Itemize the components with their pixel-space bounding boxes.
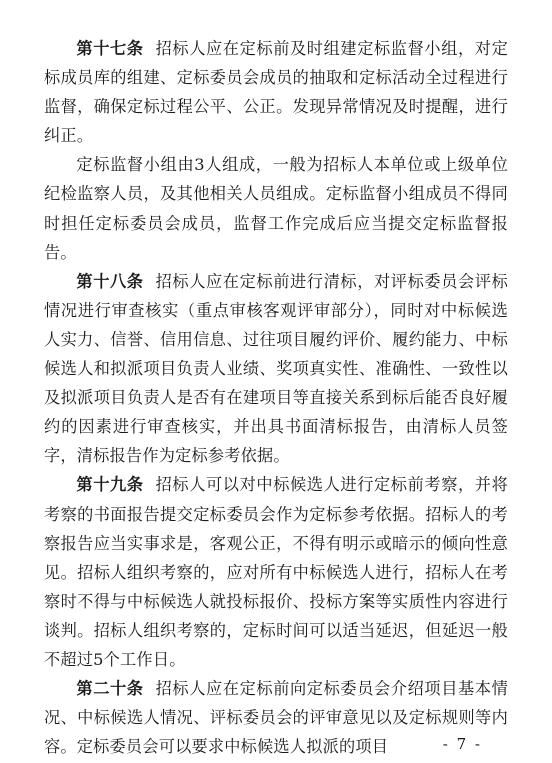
article-17-text: 招标人应在定标前及时组建定标监督小组，对定标成员库的组建、定标委员会成员的抽取和定标活动全过程进行监督，确保定标过程公平、公正。发现异常情况及时提醒，进行纠正。 (44, 39, 508, 146)
article-17-title: 第十七条 (76, 39, 144, 58)
article-17-supplement-paragraph (44, 150, 508, 266)
article-18-text: 招标人应在定标前进行清标，对评标委员会评标情况进行审查核实（重点审核客观评审部分），同时对中标候选人实力、信誉、信用信息、过往项目履约评价、履约能力、中标候选人和拟派项目负责人业绩、奖项真实性、准确性、一致性以及拟派项目负责人是否有在建项目等直接关系到标后能否良好履约的因素进行审查核实，并出具书面清标报告，由清标人员签字，清标报告作为定标参考依据。 (44, 271, 508, 466)
article-18-title: 第十八条 (76, 271, 144, 291)
document-body (44, 34, 508, 761)
article-19-paragraph (44, 470, 508, 674)
article-19-title: 第十九条 (76, 475, 144, 495)
article-19-text: 招标人可以对中标候选人进行定标前考察，并将考察的书面报告提交定标委员会作为定标参考依据。招标人的考察报告应当实事求是，客观公正，不得有明示或暗示的倾向性意见。招标人组织考察的，应对所有中标候选人进行，招标人在考察时不得与中标候选人就投标报价、投标方案等实质性内容进行谈判。招标人组织考察的，定标时间可以适当延迟，但延迟一般不超过5个工作日。 (44, 475, 508, 669)
article-17-paragraph (44, 34, 508, 150)
article-18-paragraph (44, 267, 508, 471)
article-20-paragraph (44, 674, 508, 761)
article-17-supplement-text: 定标监督小组由3人组成，一般为招标人本单位或上级单位纪检监察人员，及其他相关人员组成。定标监督小组成员不得同时担任定标委员会成员，监督工作完成后应当提交定标监督报告。 (44, 155, 508, 262)
article-20-title: 第二十条 (76, 679, 144, 699)
article-20-text: 招标人应在定标前向定标委员会介绍项目基本情况、中标候选人情况、评标委员会的评审意见以及定标规则等内容。定标委员会可以要求中标候选人拟派的项目 (44, 679, 508, 757)
page-number: - 7 - (442, 735, 482, 753)
